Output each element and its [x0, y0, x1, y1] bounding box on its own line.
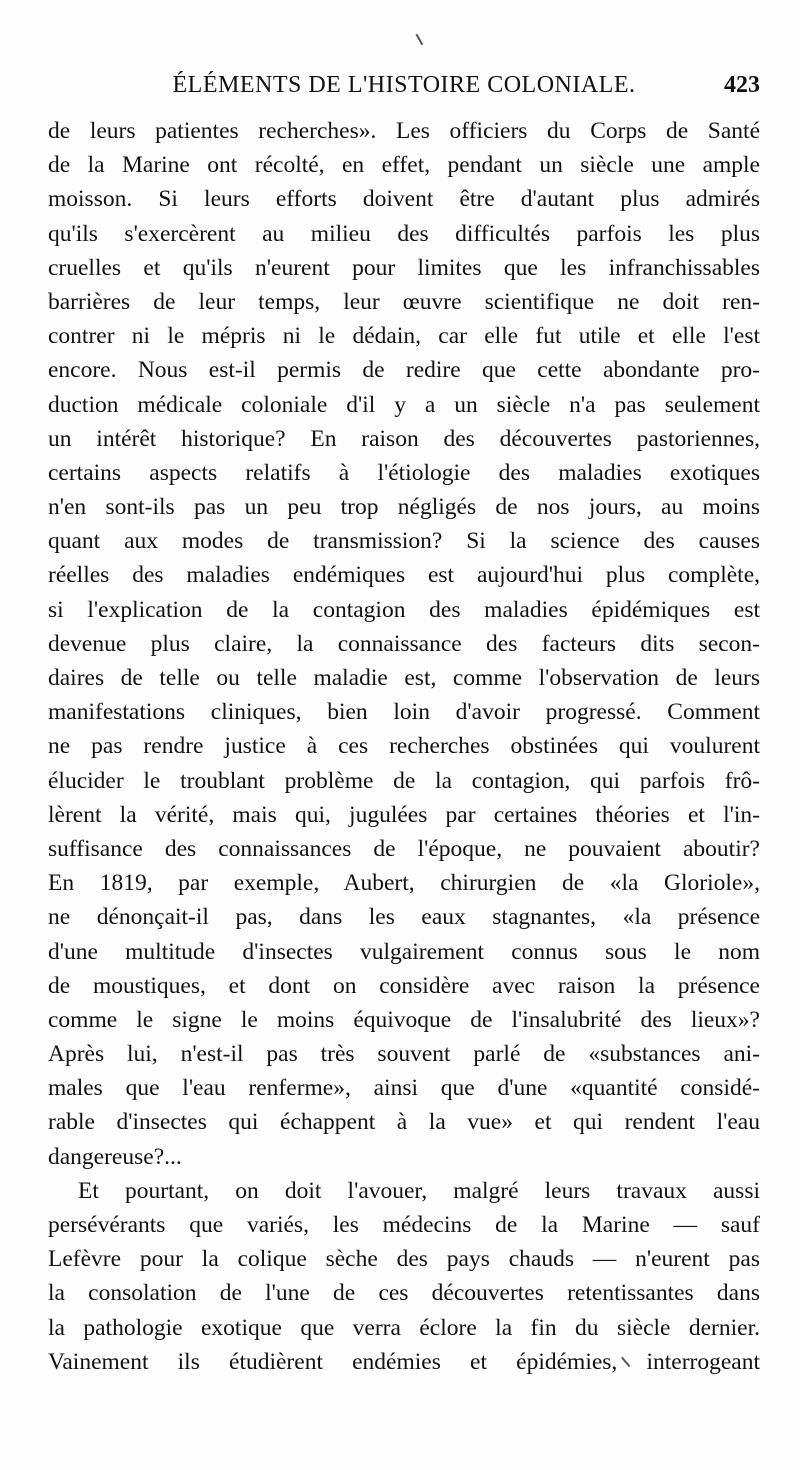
text-line: Et pourtant, on doit l'avouer, malgré leurs travaux aussi — [78, 1177, 760, 1204]
text-line: comme le signe le moins équivoque de l'insalubrité des lieux»? — [48, 1006, 760, 1033]
text-line: barrières de leur temps, leur œuvre scientifique ne doit ren- — [48, 288, 760, 315]
text-line: daires de telle ou telle maladie est, comme l'observation de leurs — [48, 665, 760, 691]
text-line: encore. Nous est-il permis de redire que cette abondante pro- — [48, 357, 760, 384]
text-line: dangereuse?... — [48, 1143, 182, 1170]
text-line: certains aspects relatifs à l'étiologie des maladies exotiques — [48, 459, 760, 486]
text-line: si l'explication de la contagion des maladies épidémiques est — [48, 596, 760, 623]
text-line: moisson. Si leurs efforts doivent être d'autant plus admirés — [48, 186, 760, 213]
text-line: suffisance des connaissances de l'époque, ne pouvaient aboutir? — [48, 835, 760, 862]
scan-mark — [416, 31, 429, 45]
text-line: males que l'eau renferme», ainsi que d'une «quantité considé- — [48, 1075, 760, 1102]
text-line: Lefèvre pour la colique sèche des pays chauds — n'eurent pas — [48, 1246, 760, 1273]
page-number: 423 — [724, 72, 760, 98]
text-line: rable d'insectes qui échappent à la vue» et qui rendent l'eau — [48, 1109, 760, 1136]
paragraph-1 — [48, 114, 760, 1174]
text-line: réelles des maladies endémiques est aujourd'hui plus complète, — [48, 562, 760, 589]
text-line: n'en sont-ils pas un peu trop négligés de nos jours, au moins — [48, 494, 760, 521]
text-line: manifestations cliniques, bien loin d'avoir progressé. Comment — [48, 699, 760, 726]
text-line: la pathologie exotique que verra éclore la fin du siècle dernier. — [48, 1314, 760, 1341]
text-line: d'une multitude d'insectes vulgairement connus sous le nom — [48, 938, 760, 965]
text-line: un intérêt historique? En raison des découvertes pastoriennes, — [48, 425, 760, 452]
text-line: persévérants que variés, les médecins de la Marine — sauf — [48, 1212, 760, 1238]
body-text — [48, 114, 760, 1379]
paragraph-2 — [48, 1174, 760, 1379]
text-line: contrer ni le mépris ni le dédain, car elle fut utile et elle l'est — [48, 323, 760, 350]
text-line: de la Marine ont récolté, en effet, pendant un siècle une ample — [48, 152, 760, 179]
text-line: En 1819, par exemple, Aubert, chirurgien de «la Gloriole», — [48, 870, 760, 897]
text-line: Vainement ils étudièrent endémies et épidémies, interrogeant — [48, 1348, 760, 1375]
text-line: quant aux modes de transmission? Si la science des causes — [48, 528, 760, 555]
text-line: de leurs patientes recherches». Les officiers du Corps de Santé — [48, 118, 760, 144]
text-line: ne pas rendre justice à ces recherches obstinées qui voulurent — [48, 733, 760, 760]
text-line: duction médicale coloniale d'il y a un siècle n'a pas seulement — [48, 391, 760, 418]
text-line: qu'ils s'exercèrent au milieu des difficultés parfois les plus — [48, 220, 760, 247]
text-line: élucider le troublant problème de la contagion, qui parfois frô- — [48, 767, 760, 794]
text-line: devenue plus claire, la connaissance des facteurs dits secon- — [48, 630, 760, 657]
text-line: lèrent la vérité, mais qui, jugulées par certaines théories et l'in- — [48, 801, 760, 828]
text-line: cruelles et qu'ils n'eurent pour limites que les infranchissables — [48, 254, 760, 281]
text-line: la consolation de l'une de ces découvertes retentissantes dans — [48, 1280, 760, 1307]
text-line: de moustiques, et dont on considère avec raison la présence — [48, 972, 760, 999]
text-line: Après lui, n'est-il pas très souvent parlé de «substances ani- — [48, 1041, 760, 1068]
text-line: ne dénonçait-il pas, dans les eaux stagnantes, «la présence — [48, 904, 760, 931]
running-header — [48, 68, 760, 102]
running-title: ÉLÉMENTS DE L'HISTOIRE COLONIALE. — [172, 72, 636, 98]
